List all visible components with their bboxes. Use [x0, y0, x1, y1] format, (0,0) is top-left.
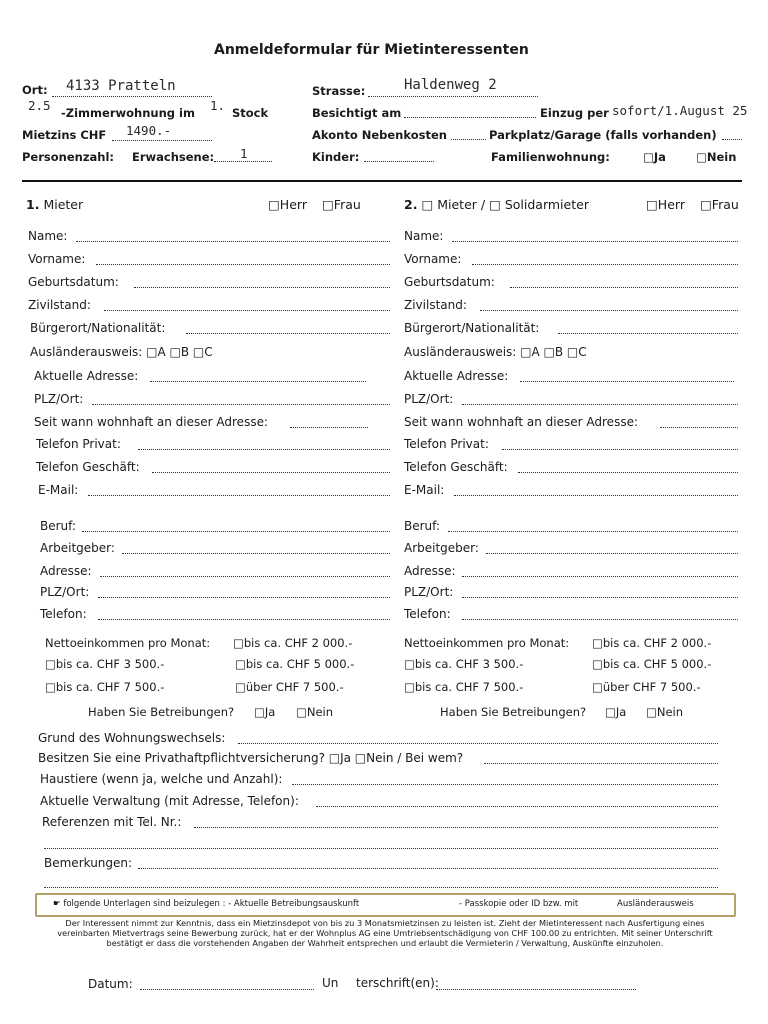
m1-adresse-label: Aktuelle Adresse:	[34, 369, 139, 383]
ort-line	[52, 96, 212, 97]
m2-telgeschaeft-line[interactable]	[518, 472, 738, 473]
m1-betreibungen-ja[interactable]: □Ja	[254, 705, 276, 719]
m2-betreibungen-nein[interactable]: □Nein	[646, 705, 684, 719]
m1-opt-5000[interactable]: □bis ca. CHF 5 000.-	[235, 657, 355, 671]
m2-opt-ueber[interactable]: □über CHF 7 500.-	[592, 680, 701, 694]
m2-arbeitgeber-label: Arbeitgeber:	[404, 541, 479, 555]
strasse-label: Strasse:	[312, 84, 366, 98]
m2-plz2-line[interactable]	[462, 597, 738, 598]
m1-auslaender[interactable]: Ausländerausweis: □A □B □C	[30, 345, 213, 359]
m1-netto-label: Nettoeinkommen pro Monat:	[45, 636, 211, 650]
mieter1-herr[interactable]: □Herr	[268, 197, 307, 212]
m2-seit-label: Seit wann wohnhaft an dieser Adresse:	[404, 415, 638, 429]
m2-zivilstand-label: Zivilstand:	[404, 298, 467, 312]
m1-vorname-label: Vorname:	[28, 252, 86, 266]
m1-email-line[interactable]	[88, 495, 390, 496]
m2-name-line[interactable]	[452, 241, 738, 242]
attachments-item-1: ☛ folgende Unterlagen sind beizulegen : - Aktuelle Betreibungsauskunft	[53, 899, 360, 909]
stock-value[interactable]: 1.	[210, 98, 226, 113]
einzug-value[interactable]: sofort/1.August 25	[612, 103, 748, 118]
m2-telefon-label: Telefon:	[404, 607, 451, 621]
form-title: Anmeldeformular für Mietinteressenten	[214, 42, 529, 58]
m1-telgeschaeft-line[interactable]	[152, 472, 390, 473]
familien-nein[interactable]: □Nein	[696, 150, 737, 164]
m1-email-label: E-Mail:	[38, 483, 79, 497]
haftpflicht-label: Besitzen Sie eine Privathaftpflichtversicherung? □Ja □Nein / Bei wem?	[38, 751, 464, 765]
m1-buergerort-label: Bürgerort/Nationalität:	[30, 321, 166, 335]
m2-buergerort-label: Bürgerort/Nationalität:	[404, 321, 540, 335]
mietzins-value[interactable]: 1490.-	[126, 123, 172, 138]
erwachsene-line	[214, 161, 272, 162]
m2-plz-label: PLZ/Ort:	[404, 392, 454, 406]
m2-netto-label: Nettoeinkommen pro Monat:	[404, 636, 570, 650]
m2-email-label: E-Mail:	[404, 483, 445, 497]
m2-opt-3500[interactable]: □bis ca. CHF 3 500.-	[404, 657, 524, 671]
m2-arbadresse-line[interactable]	[462, 576, 738, 577]
mieter1-title: Mieter	[43, 197, 84, 212]
m1-opt-3500[interactable]: □bis ca. CHF 3 500.-	[45, 657, 165, 671]
header-divider	[22, 180, 742, 182]
datum-label: Datum:	[88, 977, 133, 991]
m1-telefon-line[interactable]	[98, 619, 390, 620]
attachments-item-2: - Passkopie oder ID bzw. mit	[459, 899, 579, 909]
m2-geburtsdatum-label: Geburtsdatum:	[404, 275, 495, 289]
haustiere-line[interactable]	[292, 784, 718, 785]
unterschrift-line[interactable]	[436, 989, 636, 990]
m2-beruf-line[interactable]	[448, 531, 738, 532]
m1-seit-label: Seit wann wohnhaft an dieser Adresse:	[34, 415, 268, 429]
m2-zivilstand-line[interactable]	[480, 310, 738, 311]
familien-ja[interactable]: □Ja	[643, 150, 666, 164]
mieter2-heading	[404, 197, 589, 212]
m1-buergerort-line[interactable]	[186, 333, 390, 334]
m1-arbadresse-label: Adresse:	[40, 564, 92, 578]
strasse-value[interactable]: Haldenweg 2	[404, 77, 497, 93]
haustiere-label: Haustiere (wenn ja, welche und Anzahl):	[40, 772, 283, 786]
mieter2-frau[interactable]: □Frau	[700, 197, 739, 212]
m2-betreibungen-ja[interactable]: □Ja	[605, 705, 627, 719]
mieter1-num: 1.	[26, 197, 40, 212]
m2-buergerort-line[interactable]	[558, 333, 738, 334]
mieter2-num: 2.	[404, 197, 418, 212]
referenzen-label: Referenzen mit Tel. Nr.:	[42, 815, 182, 829]
m1-betreibungen-label: Haben Sie Betreibungen?	[88, 705, 235, 719]
erwachsene-label: Erwachsene:	[132, 150, 215, 164]
m2-name-label: Name:	[404, 229, 444, 243]
m2-telefon-line[interactable]	[462, 619, 738, 620]
m1-arbeitgeber-label: Arbeitgeber:	[40, 541, 115, 555]
m1-zivilstand-line[interactable]	[104, 310, 390, 311]
referenzen-line-2[interactable]	[44, 848, 718, 849]
ort-value[interactable]: 4133 Pratteln	[66, 78, 176, 94]
verwaltung-line[interactable]	[316, 806, 718, 807]
parkplatz-label: Parkplatz/Garage (falls vorhanden)	[489, 128, 717, 142]
m1-telprivat-label: Telefon Privat:	[36, 437, 121, 451]
einzug-label: Einzug per	[540, 106, 609, 120]
m2-plz-line[interactable]	[462, 404, 738, 405]
referenzen-line-1[interactable]	[194, 827, 718, 828]
m2-opt-2000[interactable]: □bis ca. CHF 2 000.-	[592, 636, 712, 650]
mietzins-label: Mietzins CHF	[22, 128, 107, 142]
familien-label: Familienwohnung:	[491, 150, 610, 164]
m1-opt-7500[interactable]: □bis ca. CHF 7 500.-	[45, 680, 165, 694]
haftpflicht-line[interactable]	[484, 763, 718, 764]
m2-arbadresse-label: Adresse:	[404, 564, 456, 578]
m1-telgeschaeft-label: Telefon Geschäft:	[36, 460, 140, 474]
datum-line[interactable]	[140, 989, 314, 990]
bemerkungen-line-2[interactable]	[44, 887, 718, 888]
m2-arbeitgeber-line[interactable]	[486, 553, 738, 554]
verwaltung-label: Aktuelle Verwaltung (mit Adresse, Telefon):	[40, 794, 299, 808]
m1-telefon-label: Telefon:	[40, 607, 87, 621]
m1-geburtsdatum-line[interactable]	[134, 287, 390, 288]
unterschrift-label-b: terschrift(en):	[356, 976, 439, 990]
m2-opt-5000[interactable]: □bis ca. CHF 5 000.-	[592, 657, 712, 671]
disclaimer-text: Der Interessent nimmt zur Kenntnis, dass ein Mietzinsdepot von bis zu 3 Monatsmietzinsen zu leisten ist. Zieht der Mietinteressent nach Ausfertigung eines vereinbarten Mietvertrags seine Bewerbung zurück, hat er der Wohnplus AG eine Umtriebsentschädigung von CHF 100.00 zu entrichten. Mit seiner Unterschrift bestätigt er dass die vorstehenden Angaben der Wahrheit entsprechen und erlaubt die Vermieterin / Verwaltung, Auskünfte einzuholen.	[57, 918, 713, 948]
m2-seit-line[interactable]	[660, 427, 738, 428]
m2-geburtsdatum-line[interactable]	[510, 287, 738, 288]
ort-label: Ort:	[22, 83, 48, 97]
m1-arbeitgeber-line[interactable]	[122, 553, 390, 554]
mieter1-frau[interactable]: □Frau	[322, 197, 361, 212]
m2-telprivat-line[interactable]	[502, 449, 738, 450]
m2-telgeschaeft-label: Telefon Geschäft:	[404, 460, 508, 474]
parkplatz-line[interactable]	[722, 139, 742, 140]
m2-auslaender[interactable]: Ausländerausweis: □A □B □C	[404, 345, 587, 359]
zimmer-value[interactable]: 2.5	[28, 98, 51, 113]
strasse-line	[368, 96, 538, 97]
erwachsene-value[interactable]: 1	[240, 146, 248, 161]
m1-opt-ueber[interactable]: □über CHF 7 500.-	[235, 680, 344, 694]
m1-plz2-line[interactable]	[98, 597, 390, 598]
m1-opt-2000[interactable]: □bis ca. CHF 2 000.-	[233, 636, 353, 650]
grund-label: Grund des Wohnungswechsels:	[38, 731, 226, 745]
m1-telprivat-line[interactable]	[138, 449, 390, 450]
m1-plz-label: PLZ/Ort:	[34, 392, 84, 406]
zimmer-label: -Zimmerwohnung im	[61, 106, 195, 120]
m2-betreibungen-label: Haben Sie Betreibungen?	[440, 705, 587, 719]
kinder-line[interactable]	[364, 161, 434, 162]
m1-name-line[interactable]	[76, 241, 390, 242]
unterschrift-label-a: Un	[322, 976, 339, 990]
kinder-label: Kinder:	[312, 150, 360, 164]
m2-vorname-label: Vorname:	[404, 252, 462, 266]
attachments-box	[35, 893, 736, 917]
m2-opt-7500[interactable]: □bis ca. CHF 7 500.-	[404, 680, 524, 694]
mieter2-title: □ Mieter / □ Solidarmieter	[421, 197, 589, 212]
m2-email-line[interactable]	[454, 495, 738, 496]
mieter1-heading	[26, 197, 83, 212]
attachments-item-3: Ausländerausweis	[617, 899, 694, 909]
m1-betreibungen-nein[interactable]: □Nein	[296, 705, 334, 719]
mietzins-line	[112, 140, 212, 141]
m1-beruf-line[interactable]	[82, 531, 390, 532]
besichtigt-label: Besichtigt am	[312, 106, 402, 120]
m2-vorname-line[interactable]	[472, 264, 738, 265]
m1-zivilstand-label: Zivilstand:	[28, 298, 91, 312]
m1-geburtsdatum-label: Geburtsdatum:	[28, 275, 119, 289]
m1-plz-line[interactable]	[92, 404, 390, 405]
m2-adresse-label: Aktuelle Adresse:	[404, 369, 509, 383]
m1-plz2-label: PLZ/Ort:	[40, 585, 90, 599]
m2-telprivat-label: Telefon Privat:	[404, 437, 489, 451]
m2-adresse-line[interactable]	[520, 381, 734, 382]
bemerkungen-line-1[interactable]	[138, 868, 718, 869]
m1-name-label: Name:	[28, 229, 68, 243]
m1-adresse-line[interactable]	[150, 381, 366, 382]
grund-line[interactable]	[238, 743, 718, 744]
m1-beruf-label: Beruf:	[40, 519, 76, 533]
stock-label: Stock	[232, 106, 269, 120]
akonto-line[interactable]	[451, 139, 486, 140]
m2-beruf-label: Beruf:	[404, 519, 440, 533]
m1-arbadresse-line[interactable]	[100, 576, 390, 577]
m1-vorname-line[interactable]	[96, 264, 390, 265]
m2-plz2-label: PLZ/Ort:	[404, 585, 454, 599]
besichtigt-line[interactable]	[404, 117, 536, 118]
bemerkungen-label: Bemerkungen:	[44, 856, 133, 870]
akonto-label: Akonto Nebenkosten	[312, 128, 447, 142]
personen-label: Personenzahl:	[22, 150, 114, 164]
mieter2-herr[interactable]: □Herr	[646, 197, 685, 212]
m1-seit-line[interactable]	[290, 427, 368, 428]
